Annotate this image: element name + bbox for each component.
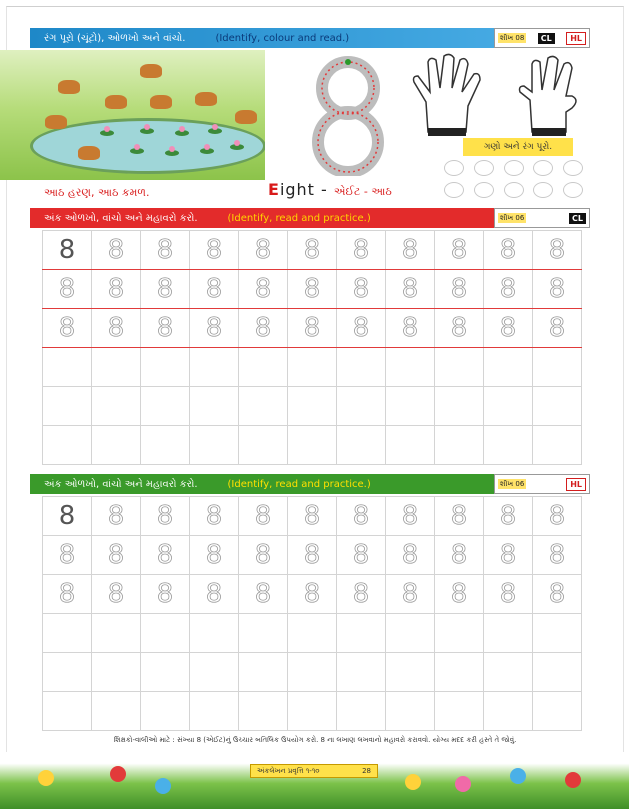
practice-cell[interactable] — [190, 426, 239, 465]
trace-digit-eight: 8 — [156, 501, 174, 531]
colour-circle[interactable] — [504, 182, 524, 198]
practice-cell[interactable] — [92, 309, 141, 348]
trace-digit-eight: 8 — [107, 501, 125, 531]
section1-instruction-en: (Identify, colour and read.) — [215, 32, 350, 44]
lotus-icon — [175, 130, 189, 136]
practice-cell[interactable] — [43, 309, 92, 348]
practice-cell[interactable] — [190, 536, 239, 575]
trace-digit-eight: 8 — [107, 313, 125, 343]
trace-digit-eight: 8 — [156, 579, 174, 609]
trace-digit-eight: 8 — [499, 540, 517, 570]
practice-cell[interactable] — [92, 575, 141, 614]
practice-cell[interactable] — [141, 309, 190, 348]
deer-pond-illustration — [0, 50, 265, 180]
practice-cell[interactable] — [484, 653, 533, 692]
practice-cell[interactable] — [533, 309, 582, 348]
deer-icon — [105, 95, 127, 109]
practice-cell[interactable] — [190, 387, 239, 426]
practice-cell[interactable] — [141, 692, 190, 731]
flower-icon — [38, 770, 54, 786]
trace-digit-eight: 8 — [205, 274, 223, 304]
practice-cell[interactable] — [288, 387, 337, 426]
section1-header — [12, 28, 590, 48]
trace-digit-eight: 8 — [254, 235, 272, 265]
practice-cell[interactable] — [386, 575, 435, 614]
practice-cell[interactable] — [190, 231, 239, 270]
lotus-icon — [130, 148, 144, 154]
trace-digit-eight: 8 — [303, 313, 321, 343]
practice-cell[interactable] — [92, 231, 141, 270]
practice-cell[interactable] — [141, 497, 190, 536]
trace-digit-eight: 8 — [450, 235, 468, 265]
practice-cell[interactable] — [92, 426, 141, 465]
lotus-icon — [200, 148, 214, 154]
practice-cell[interactable] — [43, 692, 92, 731]
practice-cell[interactable] — [43, 497, 92, 536]
practice-cell[interactable] — [288, 614, 337, 653]
caption-gu: આઠ હરણ, આઠ કમળ. — [44, 186, 150, 199]
trace-digit-eight: 8 — [303, 501, 321, 531]
colour-circle[interactable] — [444, 182, 464, 198]
colour-circle[interactable] — [474, 160, 494, 176]
trace-digit-eight: 8 — [303, 235, 321, 265]
practice-cell[interactable] — [386, 497, 435, 536]
lotus-icon — [100, 130, 114, 136]
practice-cell[interactable] — [337, 653, 386, 692]
practice-cell[interactable] — [435, 575, 484, 614]
practice-cell[interactable] — [190, 497, 239, 536]
practice-cell[interactable] — [533, 653, 582, 692]
practice-cell[interactable] — [239, 536, 288, 575]
trace-digit-eight: 8 — [450, 501, 468, 531]
trace-digit-eight: 8 — [450, 540, 468, 570]
practice-cell[interactable] — [386, 692, 435, 731]
trace-digit-eight: 8 — [499, 235, 517, 265]
trace-digit-eight: 8 — [303, 274, 321, 304]
flower-icon — [405, 774, 421, 790]
practice-cell[interactable] — [386, 270, 435, 309]
trace-digit-eight: 8 — [548, 540, 566, 570]
lotus-icon — [230, 144, 244, 150]
trace-digit-eight: 8 — [205, 235, 223, 265]
practice-cell[interactable] — [337, 231, 386, 270]
flower-icon — [510, 768, 526, 784]
trace-digit-eight: 8 — [548, 235, 566, 265]
practice-cell[interactable] — [386, 614, 435, 653]
caption-dash: - — [321, 180, 328, 199]
trace-digit-eight: 8 — [254, 274, 272, 304]
practice-cell[interactable] — [484, 309, 533, 348]
practice-cell[interactable] — [141, 536, 190, 575]
section1-badges — [494, 28, 590, 48]
trace-digit-eight: 8 — [205, 501, 223, 531]
trace-digit-eight: 8 — [499, 274, 517, 304]
practice-cell[interactable] — [141, 270, 190, 309]
hand-five-icon — [408, 52, 490, 138]
practice-cell[interactable] — [288, 497, 337, 536]
trace-digit-eight: 8 — [548, 501, 566, 531]
practice-cell[interactable] — [43, 614, 92, 653]
section2-instruction-en: (Identify, read and practice.) — [227, 212, 371, 224]
practice-cell[interactable] — [239, 575, 288, 614]
practice-cell[interactable] — [435, 653, 484, 692]
section1-code: શીખ 08 — [500, 34, 525, 42]
grass-border — [0, 752, 629, 809]
practice-cell[interactable] — [190, 309, 239, 348]
trace-digit-eight: 8 — [401, 235, 419, 265]
practice-cell[interactable] — [484, 692, 533, 731]
practice-cell[interactable] — [92, 348, 141, 387]
trace-digit-eight: 8 — [107, 579, 125, 609]
practice-cell[interactable] — [43, 536, 92, 575]
practice-cell[interactable] — [386, 309, 435, 348]
trace-digit-eight: 8 — [499, 579, 517, 609]
practice-cell[interactable] — [386, 231, 435, 270]
practice-cell[interactable] — [43, 426, 92, 465]
trace-digit-eight: 8 — [499, 501, 517, 531]
deer-icon — [78, 146, 100, 160]
practice-cell[interactable] — [337, 614, 386, 653]
practice-cell[interactable] — [239, 614, 288, 653]
trace-digit-eight: 8 — [205, 540, 223, 570]
practice-cell[interactable] — [435, 426, 484, 465]
colour-circle[interactable] — [533, 160, 553, 176]
trace-digit-eight: 8 — [156, 313, 174, 343]
practice-cell[interactable] — [239, 348, 288, 387]
colour-circle[interactable] — [533, 182, 553, 198]
practice-cell[interactable] — [141, 614, 190, 653]
practice-cell[interactable] — [190, 575, 239, 614]
trace-digit-eight: 8 — [548, 274, 566, 304]
practice-cell[interactable] — [141, 231, 190, 270]
practice-grid-1 — [42, 230, 582, 465]
colour-circle[interactable] — [444, 160, 464, 176]
trace-digit-eight: 8 — [254, 540, 272, 570]
practice-cell[interactable] — [484, 348, 533, 387]
flower-icon — [565, 772, 581, 788]
practice-cell[interactable] — [337, 575, 386, 614]
tag-hl: HL — [566, 478, 586, 491]
practice-cell[interactable] — [386, 387, 435, 426]
trace-digit-eight: 8 — [107, 235, 125, 265]
flower-icon — [155, 778, 171, 794]
practice-cell[interactable] — [533, 692, 582, 731]
practice-cell[interactable] — [386, 536, 435, 575]
practice-cell[interactable] — [288, 692, 337, 731]
deer-icon — [150, 95, 172, 109]
practice-cell[interactable] — [190, 692, 239, 731]
practice-cell[interactable] — [337, 387, 386, 426]
trace-digit-eight: 8 — [254, 313, 272, 343]
tag-hl: HL — [566, 32, 586, 45]
butterfly-icon: ✿ — [12, 30, 24, 46]
practice-cell[interactable] — [43, 387, 92, 426]
practice-cell[interactable] — [484, 426, 533, 465]
trace-digit-eight: 8 — [205, 313, 223, 343]
deer-icon — [45, 115, 67, 129]
practice-cell[interactable] — [239, 653, 288, 692]
section2-header — [12, 208, 590, 228]
colour-circle[interactable] — [563, 182, 583, 198]
trace-digit-eight: 8 — [450, 313, 468, 343]
practice-cell[interactable] — [92, 270, 141, 309]
section2-badges — [494, 208, 590, 228]
practice-cell[interactable] — [239, 497, 288, 536]
trace-digit-eight: 8 — [548, 313, 566, 343]
practice-cell[interactable] — [484, 387, 533, 426]
deer-icon — [195, 92, 217, 106]
trace-digit-eight: 8 — [58, 579, 76, 609]
practice-cell[interactable] — [435, 692, 484, 731]
flower-icon — [110, 766, 126, 782]
trace-digit-eight: 8 — [450, 274, 468, 304]
practice-cell[interactable] — [533, 231, 582, 270]
practice-cell[interactable] — [92, 497, 141, 536]
practice-cell[interactable] — [533, 497, 582, 536]
count-instruction: ગણો અને રંગ પૂરો. — [463, 138, 573, 156]
trace-digit-eight: 8 — [303, 540, 321, 570]
trace-digit-eight: 8 — [156, 540, 174, 570]
trace-digit-eight: 8 — [352, 540, 370, 570]
trace-digit-eight: 8 — [107, 274, 125, 304]
practice-cell[interactable] — [337, 536, 386, 575]
section2-instruction-gu: અંક ઓળખો, વાંચો અને મહાવરો કરો. — [44, 212, 198, 224]
trace-digit-eight: 8 — [107, 540, 125, 570]
section3-instruction-gu: અંક ઓળખો, વાંચો અને મહાવરો કરો. — [44, 478, 198, 490]
caption-word-first: E — [268, 180, 280, 199]
practice-cell[interactable] — [239, 270, 288, 309]
practice-cell[interactable] — [92, 692, 141, 731]
section2-code: શીખ 06 — [500, 214, 525, 222]
trace-digit-eight: 8 — [401, 579, 419, 609]
trace-digit-eight: 8 — [352, 274, 370, 304]
practice-grid-2 — [42, 496, 582, 731]
section3-badges — [494, 474, 590, 494]
deer-icon — [58, 80, 80, 94]
trace-digit-eight: 8 — [401, 540, 419, 570]
trace-digit-eight: 8 — [58, 313, 76, 343]
trace-digit-eight: 8 — [156, 235, 174, 265]
practice-cell[interactable] — [141, 653, 190, 692]
practice-cell[interactable] — [435, 497, 484, 536]
practice-cell[interactable] — [288, 653, 337, 692]
trace-digit-eight: 8 — [450, 579, 468, 609]
practice-cell[interactable] — [288, 231, 337, 270]
lotus-icon — [140, 128, 154, 134]
section3-header — [12, 474, 590, 494]
practice-cell[interactable] — [533, 348, 582, 387]
page-number: 28 — [362, 767, 371, 775]
practice-cell[interactable] — [533, 614, 582, 653]
deer-icon — [235, 110, 257, 124]
trace-digit-eight: 8 — [254, 579, 272, 609]
practice-cell[interactable] — [288, 536, 337, 575]
practice-cell[interactable] — [239, 231, 288, 270]
trace-digit-eight: 8 — [401, 313, 419, 343]
practice-cell[interactable] — [288, 575, 337, 614]
practice-cell[interactable] — [337, 348, 386, 387]
practice-cell[interactable] — [190, 614, 239, 653]
colour-circle[interactable] — [504, 160, 524, 176]
practice-cell[interactable] — [386, 653, 435, 692]
practice-cell[interactable] — [288, 270, 337, 309]
practice-cell[interactable] — [190, 348, 239, 387]
trace-digit-eight: 8 — [254, 501, 272, 531]
trace-digit-eight: 8 — [156, 274, 174, 304]
butterfly-icon: ✿ — [12, 210, 24, 226]
practice-cell[interactable] — [484, 497, 533, 536]
practice-cell[interactable] — [435, 614, 484, 653]
trace-digit-eight: 8 — [499, 313, 517, 343]
tracing-eight-graphic — [308, 56, 388, 176]
practice-cell[interactable] — [239, 387, 288, 426]
practice-cell[interactable] — [43, 231, 92, 270]
practice-cell[interactable] — [92, 387, 141, 426]
trace-digit-eight: 8 — [352, 235, 370, 265]
practice-cell[interactable] — [435, 231, 484, 270]
practice-cell[interactable] — [484, 575, 533, 614]
lotus-icon — [208, 128, 222, 134]
practice-cell[interactable] — [484, 614, 533, 653]
practice-cell[interactable] — [239, 426, 288, 465]
hand-three-icon — [510, 52, 592, 138]
practice-cell[interactable] — [435, 348, 484, 387]
practice-cell[interactable] — [43, 575, 92, 614]
practice-cell[interactable] — [239, 309, 288, 348]
practice-cell[interactable] — [435, 309, 484, 348]
trace-digit-eight: 8 — [352, 579, 370, 609]
practice-cell[interactable] — [288, 348, 337, 387]
section3-code: શીખ 06 — [500, 480, 525, 488]
practice-cell[interactable] — [484, 270, 533, 309]
practice-cell[interactable] — [92, 536, 141, 575]
practice-cell[interactable] — [533, 270, 582, 309]
tag-cl: CL — [538, 33, 555, 44]
colour-circle[interactable] — [563, 160, 583, 176]
trace-digit-eight: 8 — [303, 579, 321, 609]
practice-cell[interactable] — [337, 692, 386, 731]
practice-cell[interactable] — [386, 426, 435, 465]
practice-cell[interactable] — [337, 309, 386, 348]
practice-cell[interactable] — [43, 653, 92, 692]
colour-circle[interactable] — [474, 182, 494, 198]
practice-cell[interactable] — [288, 309, 337, 348]
trace-digit-eight: 8 — [548, 579, 566, 609]
practice-cell[interactable] — [435, 387, 484, 426]
footer-label: અંકલેખન પ્રવૃત્તિ ૧-૧૦ — [257, 766, 320, 775]
practice-cell[interactable] — [484, 231, 533, 270]
practice-cell[interactable] — [92, 653, 141, 692]
practice-cell[interactable] — [435, 536, 484, 575]
practice-cell[interactable] — [43, 270, 92, 309]
trace-digit-eight: 8 — [401, 274, 419, 304]
butterfly-icon: ✿ — [12, 476, 24, 492]
trace-digit-eight: 8 — [401, 501, 419, 531]
tag-cl: CL — [569, 213, 586, 224]
practice-cell[interactable] — [484, 536, 533, 575]
practice-cell[interactable] — [43, 348, 92, 387]
practice-cell[interactable] — [386, 348, 435, 387]
practice-cell[interactable] — [141, 575, 190, 614]
practice-cell[interactable] — [337, 270, 386, 309]
practice-cell[interactable] — [533, 536, 582, 575]
practice-cell[interactable] — [533, 575, 582, 614]
practice-cell[interactable] — [141, 426, 190, 465]
deer-icon — [140, 64, 162, 78]
page-footer — [250, 764, 378, 778]
caption-word — [268, 180, 392, 199]
practice-cell[interactable] — [288, 426, 337, 465]
digit-eight: 8 — [58, 235, 76, 265]
trace-digit-eight: 8 — [205, 579, 223, 609]
trace-digit-eight: 8 — [58, 274, 76, 304]
practice-cell[interactable] — [337, 426, 386, 465]
caption-word-rest: ight — [279, 180, 315, 199]
practice-cell[interactable] — [435, 270, 484, 309]
practice-cell[interactable] — [239, 692, 288, 731]
practice-cell[interactable] — [337, 497, 386, 536]
colouring-circles — [444, 160, 589, 200]
section1-instruction-gu: રંગ પૂરો (ચૂંટો), ઓળખો અને વાંચો. — [44, 32, 186, 44]
trace-digit-eight: 8 — [352, 313, 370, 343]
lotus-icon — [165, 150, 179, 156]
flower-icon — [455, 776, 471, 792]
section3-instruction-en: (Identify, read and practice.) — [227, 478, 371, 490]
practice-cell[interactable] — [141, 348, 190, 387]
teacher-note: શિક્ષકો-વાલીઓ માટે : સંખ્યા 8 (એઈટ)નું ઉચ્ચાર બતિલિક ઉપયોગ કરો. 8 ના લખાણ લખવાનો મહાવરો કરાવવો. યોગ્ય મદદ કરી હસ્તે તે જોવું. — [113, 736, 517, 744]
practice-cell[interactable] — [533, 426, 582, 465]
trace-digit-eight: 8 — [352, 501, 370, 531]
practice-cell[interactable] — [141, 387, 190, 426]
caption-gu-word: એઈટ - આઠ — [333, 185, 392, 198]
practice-cell[interactable] — [533, 387, 582, 426]
practice-cell[interactable] — [190, 270, 239, 309]
trace-digit-eight: 8 — [58, 540, 76, 570]
practice-cell[interactable] — [92, 614, 141, 653]
practice-cell[interactable] — [190, 653, 239, 692]
digit-eight: 8 — [58, 501, 76, 531]
